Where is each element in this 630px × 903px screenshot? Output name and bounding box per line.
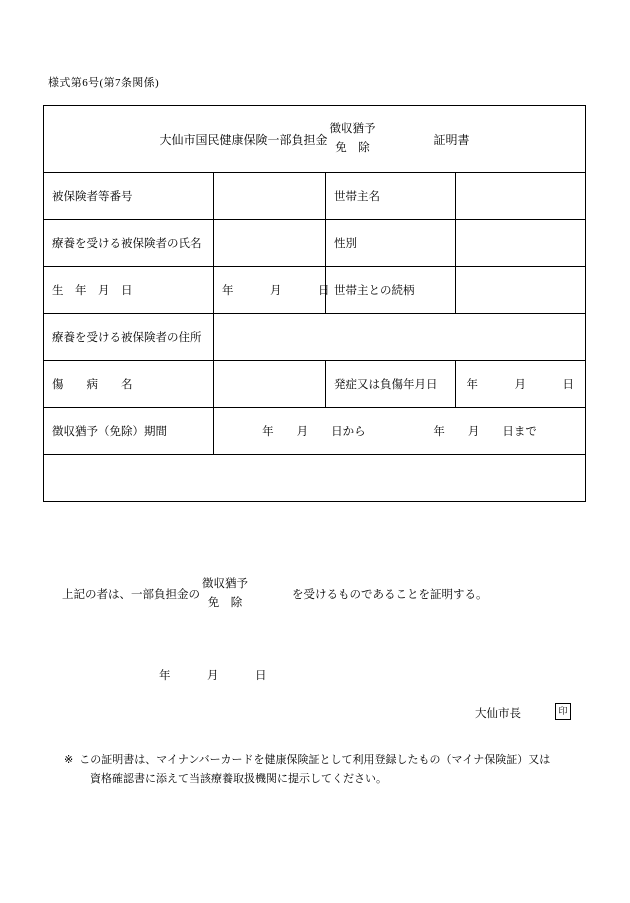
onset-date-value[interactable]: 年 月 日 (456, 361, 586, 408)
issuer-name: 大仙市長 (475, 708, 522, 720)
disease-value[interactable] (214, 361, 326, 408)
seal-stamp-icon: 印 (555, 703, 571, 720)
footnote-marker: ※ (64, 754, 74, 766)
form-number: 様式第6号(第7条関係) (48, 77, 160, 89)
table-row-header (44, 106, 586, 173)
period-label-text: 徴収猶予（免除）期間 (52, 426, 167, 438)
address-value[interactable] (214, 314, 586, 361)
table-row-address (44, 314, 586, 361)
table-row-insured-number (44, 173, 586, 220)
householder-name-value[interactable] (456, 173, 586, 220)
certificate-word: 証明書 (433, 132, 470, 147)
statement-cell (44, 455, 586, 786)
statement-term-exemption: 免 除 (207, 596, 243, 609)
statement-sentence (62, 575, 488, 613)
sex-label-text: 性別 (334, 238, 357, 250)
relation-label-text: 世帯主との続柄 (334, 285, 415, 297)
patient-name-value[interactable] (214, 220, 326, 267)
statement-stacked-terms (202, 575, 248, 613)
footnote-line-2: 資格確認書に添えて当該療養取扱機関に提示してください。 (90, 773, 387, 786)
householder-name-label (326, 173, 456, 220)
address-label: 療養を受ける被保険者の住所 (44, 314, 214, 361)
relation-label (326, 267, 456, 314)
header-stacked-terms (330, 120, 376, 158)
period-to: 年 月 日まで (433, 426, 537, 438)
statement-tail: を受けるものであることを証明する。 (292, 588, 488, 601)
statement-date[interactable]: 年 月 日 (159, 670, 267, 682)
period-from: 年 月 日から (262, 426, 366, 438)
table-row-statement (44, 455, 586, 502)
footnote-line-1: この証明書は、マイナンバーカードを健康保険証として利用登録したもの（マイナ保険証）又は (79, 754, 551, 766)
insured-number-label-text: 被保険者等番号 (52, 191, 133, 203)
householder-name-label-text: 世帯主名 (334, 191, 380, 203)
statement-lead: 上記の者は、一部負担金の (62, 588, 200, 601)
table-row-period (44, 408, 586, 455)
header-term-exemption-delay: 徴収猶予 (329, 123, 376, 136)
birthdate-value[interactable]: 年 月 日 (214, 267, 326, 314)
onset-date-label: 発症又は負傷年月日 (326, 361, 456, 408)
disease-label (44, 361, 214, 408)
insured-number-value[interactable] (214, 173, 326, 220)
table-row-patient-name (44, 220, 586, 267)
period-label (44, 408, 214, 455)
relation-value[interactable] (456, 267, 586, 314)
birthdate-label (44, 267, 214, 314)
sex-label (326, 220, 456, 267)
table-row-disease (44, 361, 586, 408)
header-term-exemption: 免 除 (335, 142, 370, 154)
header-cell (44, 106, 586, 173)
period-value[interactable] (214, 408, 586, 455)
footnote (64, 751, 550, 790)
patient-name-label: 療養を受ける被保険者の氏名 (44, 220, 214, 267)
insured-number-label (44, 173, 214, 220)
birthdate-label-text: 生 年 月 日 (52, 285, 133, 297)
table-row-birthdate (44, 267, 586, 314)
disease-label-text: 傷 病 名 (52, 379, 133, 391)
sex-value[interactable] (456, 220, 586, 267)
certificate-table (43, 105, 586, 786)
statement-term-exemption-delay: 徴収猶予 (202, 578, 248, 590)
organization-name: 大仙市国民健康保険一部負担金 (159, 132, 328, 147)
